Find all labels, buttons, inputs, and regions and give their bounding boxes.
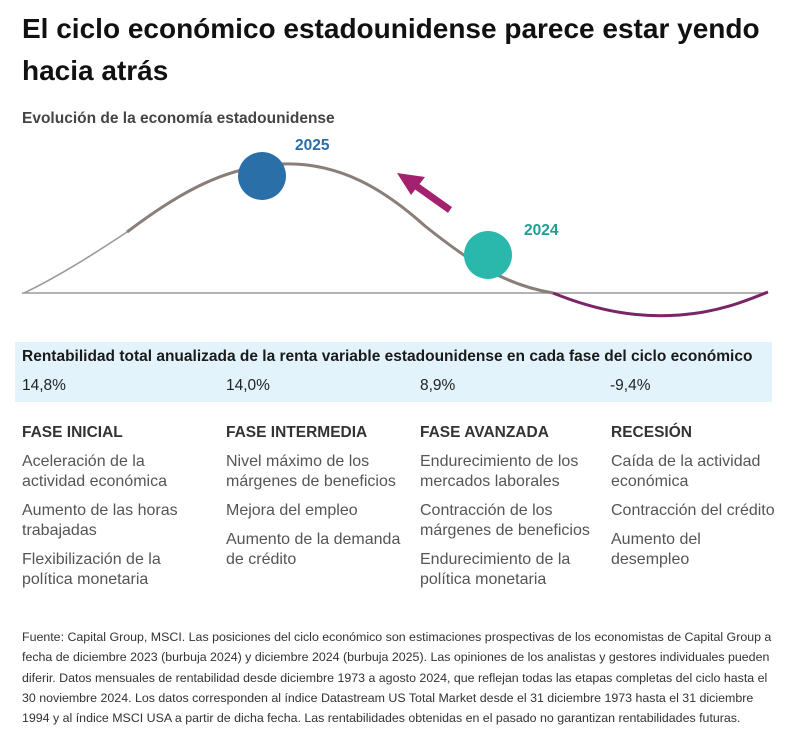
phase-heading: FASE AVANZADA [420, 424, 549, 441]
backward-arrow-shaft [412, 183, 450, 210]
bubble-2025-label: 2025 [295, 137, 330, 154]
returns-band [15, 342, 772, 402]
phase-item: Aumento de la demanda de crédito [226, 531, 401, 568]
phase-column-mid [226, 424, 411, 579]
bubble-2025 [238, 152, 286, 200]
phase-item: Mejora del empleo [226, 502, 358, 519]
page-title: El ciclo económico estadounidense parece estar yendo hacia atrás [22, 13, 760, 86]
phase-item: Flexibilización de la política monetaria [22, 551, 161, 588]
source-note: Fuente: Capital Group, MSCI. Las posiciones del ciclo económico son estimaciones prospectivas de los economistas de Capital Group a fecha de diciembre 2023 (burbuja 2024) y diciembre 2024 (burbuja 2025). Las opiniones de los analistas y gestores individuales pueden diferir. Datos mensuales de rentabilidad desde diciembre 1973 a agosto 2024, que reflejan todas las etapas completas del ciclo hasta el 30 noviembre 2024. Los datos corresponden al índice Datastream US Total Market desde el 31 diciembre 1973 hasta el 31 diciembre 1994 y al índice MSCI USA a partir de dicha fecha. Las rentabilidades obtenidas en el pasado no garantizan rentabilidades futuras. [22, 630, 772, 726]
phase-column-recession [611, 424, 781, 579]
phase-item: Caída de la actividad económica [611, 453, 761, 490]
bubble-2024-label: 2024 [524, 222, 559, 239]
chart-title: Evolución de la economía estadounidense [22, 110, 335, 127]
return-value: 8,9% [420, 377, 456, 394]
phase-item: Aumento del desempleo [611, 531, 701, 568]
phase-heading: FASE INICIAL [22, 424, 123, 441]
return-value: 14,0% [226, 377, 270, 394]
phase-item: Contracción del crédito [611, 502, 775, 519]
bubble-2024 [464, 231, 512, 279]
phase-heading: FASE INTERMEDIA [226, 424, 368, 441]
returns-title: Rentabilidad total anualizada de la renta variable estadounidense en cada fase del ciclo económico [22, 348, 753, 365]
phase-item: Nivel máximo de los márgenes de beneficios [226, 453, 396, 490]
cycle-chart [0, 130, 798, 330]
return-value: 14,8% [22, 377, 66, 394]
phase-item: Aumento de las horas trabajadas [22, 502, 178, 539]
cycle-recession-segment [553, 292, 768, 316]
phase-item: Endurecimiento de la política monetaria [420, 551, 571, 588]
phase-item: Endurecimiento de los mercados laborales [420, 453, 579, 490]
phase-column-late [420, 424, 605, 599]
phase-column-early [22, 424, 207, 599]
phase-item: Contracción de los márgenes de beneficios [420, 502, 590, 539]
cycle-early-segment [24, 232, 127, 293]
return-value: -9,4% [610, 377, 651, 394]
phase-item: Aceleración de la actividad económica [22, 453, 167, 490]
phase-heading: RECESIÓN [611, 424, 692, 441]
